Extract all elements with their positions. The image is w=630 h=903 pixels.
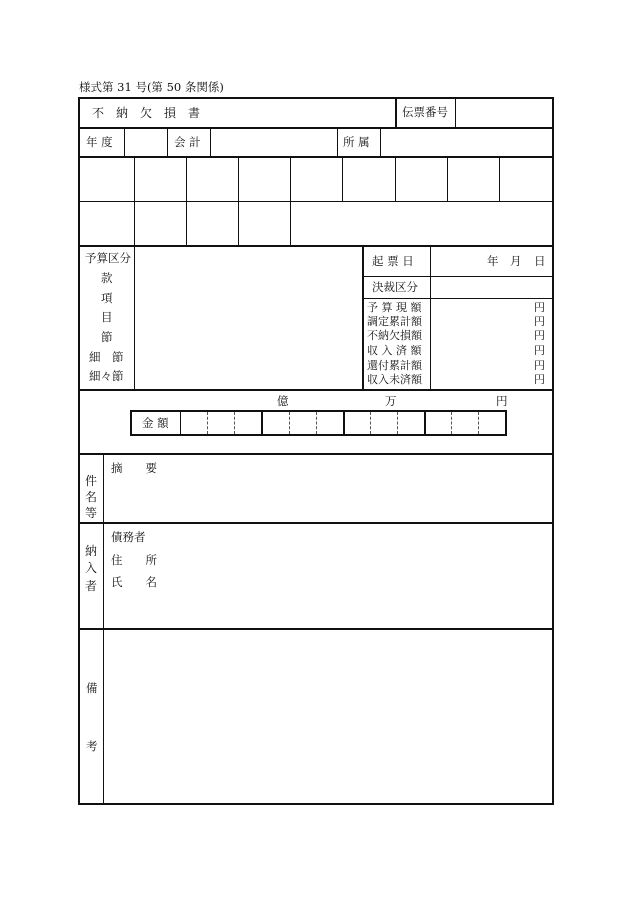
issue-date-day-unit: 日 (534, 254, 546, 268)
subject-side-label: 件名等 (84, 474, 97, 521)
amount-row-label: 収入未済額 (367, 373, 422, 386)
department-label: 所 属 (343, 135, 370, 149)
amount-row-label: 予 算 現 額 (367, 301, 422, 314)
issue-date-year-unit: 年 (487, 254, 499, 268)
unit-man-label: 万 (385, 394, 397, 408)
fiscal-year-label: 年 度 (86, 135, 113, 149)
payer-side-label: 納入者 (84, 544, 97, 593)
budget-saisetsu-label: 細 節 (89, 350, 124, 364)
form-frame (78, 97, 554, 805)
amount-row-label: 不納欠損額 (367, 329, 422, 342)
amount-row-unit: 円 (534, 301, 545, 314)
remarks-side-label-bottom: 考 (86, 739, 98, 753)
budget-setsu-label: 節 (101, 330, 113, 344)
decision-category-label: 決裁区分 (372, 280, 418, 294)
unit-yen-label: 円 (496, 394, 508, 408)
document-title: 不 納 欠 損 書 (92, 106, 201, 120)
amount-row-unit: 円 (534, 344, 545, 357)
form-number-label: 様式第 31 号(第 50 条関係) (79, 80, 224, 94)
summary-label: 摘 要 (111, 461, 157, 475)
budget-kou-label: 項 (101, 291, 113, 305)
accounting-label: 会 計 (174, 135, 201, 149)
address-label: 住 所 (111, 553, 157, 567)
debtor-label: 債務者 (111, 530, 146, 544)
remarks-side-label-top: 備 (86, 681, 98, 695)
issue-date-label: 起 票 日 (372, 254, 414, 268)
unit-oku-label: 億 (277, 394, 289, 408)
budget-kan-label: 款 (101, 271, 113, 285)
budget-saisaisetsu-label: 細々節 (89, 369, 124, 383)
slip-number-label: 伝票番号 (402, 105, 448, 119)
amount-row-label: 収 入 済 額 (367, 344, 422, 357)
amount-row-unit: 円 (534, 373, 545, 386)
amount-row-label: 還付累計額 (367, 359, 422, 372)
amount-row-unit: 円 (534, 329, 545, 342)
amount-row-label: 調定累計額 (367, 315, 422, 328)
budget-category-label: 予算区分 (85, 251, 131, 265)
amount-row-unit: 円 (534, 359, 545, 372)
issue-date-month-unit: 月 (510, 254, 522, 268)
amount-row-unit: 円 (534, 315, 545, 328)
name-label: 氏 名 (111, 575, 157, 589)
amount-label: 金 額 (142, 416, 169, 430)
budget-moku-label: 目 (101, 310, 113, 324)
